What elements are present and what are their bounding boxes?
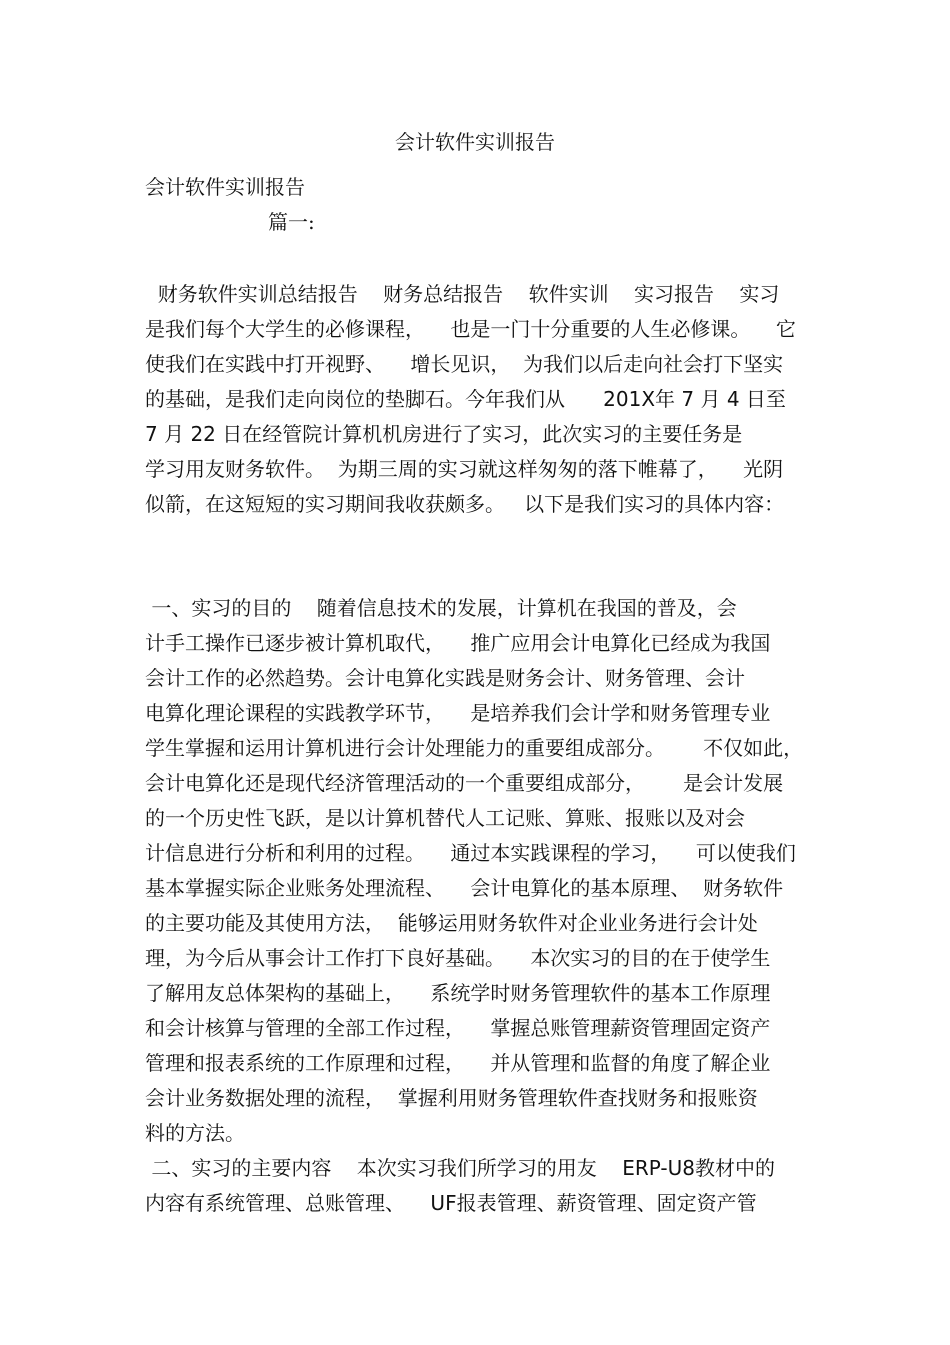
intro-line: 学习用友财务软件。 为期三周的实习就这样匆匆的落下帷幕了， 光阴 <box>145 457 784 481</box>
section1-line: 计手工操作已逐步被计算机取代， 推广应用会计电算化已经成为我国 <box>145 631 771 655</box>
section1-line: 电算化理论课程的实践教学环节， 是培养我们会计学和财务管理专业 <box>145 701 771 725</box>
section1-line: 会计电算化还是现代经济管理活动的一个重要组成部分， 是会计发展 <box>145 771 784 795</box>
section2-line: 二、实习的主要内容 本次实习我们所学习的用友 ERP-U8教材中的 <box>145 1156 775 1180</box>
section2-line: 内容有系统管理、总账管理、 UF报表管理、薪资管理、固定资产管 <box>145 1191 757 1215</box>
section1-line: 了解用友总体架构的基础上， 系统学时财务管理软件的基本工作原理 <box>145 981 771 1005</box>
section1-line: 的一个历史性飞跃，是以计算机替代人工记账、算账、报账以及对会 <box>145 806 745 830</box>
section1-line: 计信息进行分析和利用的过程。 通过本实践课程的学习， 可以使我们 <box>145 841 796 865</box>
intro-line: 似箭，在这短短的实习期间我收获颇多。 以下是我们实习的具体内容： <box>145 492 785 516</box>
section1-line: 和会计核算与管理的全部工作过程， 掌握总账管理薪资管理固定资产 <box>145 1016 771 1040</box>
section1-line: 管理和报表系统的工作原理和过程， 并从管理和监督的角度了解企业 <box>145 1051 771 1075</box>
section1-line: 会计工作的必然趋势。会计电算化实践是财务会计、财务管理、会计 <box>145 666 745 690</box>
section1-line: 基本掌握实际企业账务处理流程、 会计电算化的基本原理、 财务软件 <box>145 876 784 900</box>
intro-line: 的基础，是我们走向岗位的垫脚石。今年我们从 201X年 7 月 4 日至 <box>145 387 786 411</box>
document-title: 会计软件实训报告 <box>395 130 555 154</box>
section1-line: 理，为今后从事会计工作打下良好基础。 本次实习的目的在于使学生 <box>145 946 771 970</box>
intro-line: 7 月 22 日在经管院计算机机房进行了实习，此次实习的主要任务是 <box>145 422 743 446</box>
intro-line: 是我们每个大学生的必修课程， 也是一门十分重要的人生必修课。 它 <box>145 317 796 341</box>
section1-line: 会计业务数据处理的流程， 掌握利用财务管理软件查找财务和报账资 <box>145 1086 758 1110</box>
document-subtitle: 会计软件实训报告 <box>145 175 305 199</box>
section1-line: 料的方法。 <box>145 1121 245 1145</box>
intro-line: 使我们在实践中打开视野、 增长见识， 为我们以后走向社会打下坚实 <box>145 352 784 376</box>
section1-line: 的主要功能及其使用方法， 能够运用财务软件对企业业务进行会计处 <box>145 911 758 935</box>
section1-line: 一、实习的目的 随着信息技术的发展，计算机在我国的普及，会 <box>145 596 737 620</box>
chapter-heading: 篇一: <box>268 210 315 234</box>
intro-line: 财务软件实训总结报告 财务总结报告 软件实训 实习报告 实习 <box>145 282 780 306</box>
section1-line: 学生掌握和运用计算机进行会计处理能力的重要组成部分。 不仅如此， <box>145 736 804 760</box>
